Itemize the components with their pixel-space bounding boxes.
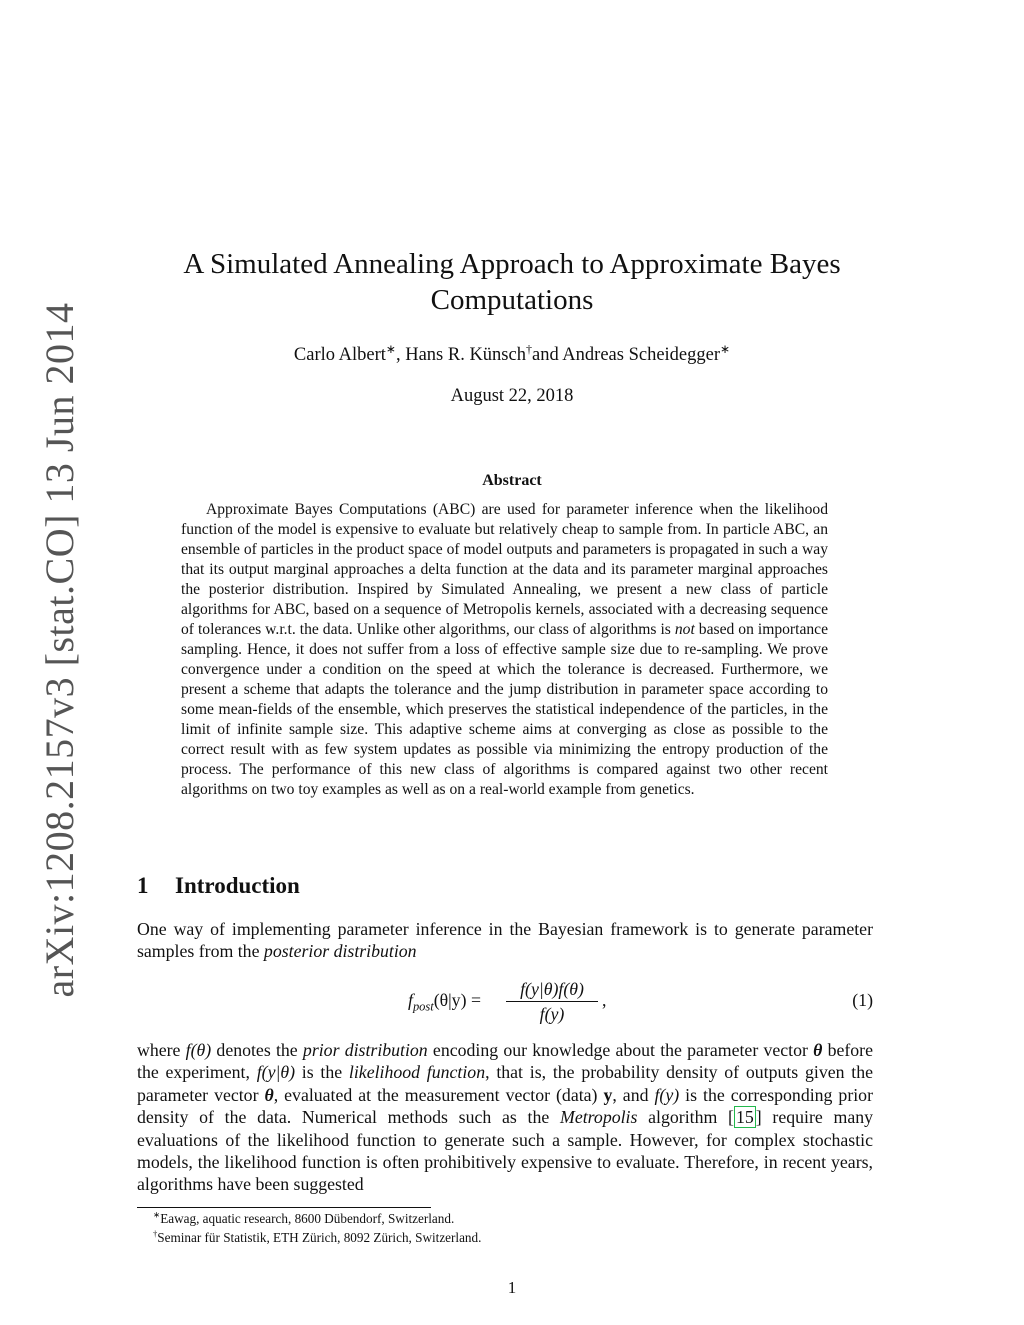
intro-paragraph-2: where f(θ) denotes the prior distribution encoding our knowledge about the parameter vector θ before the experiment, f(y|θ) is the likelihood function, that is, the probability density of outputs given the parameter vector θ, evaluated at the measurement vector (data) y, and f(y) is the corresponding prior density of the data. Numerical methods such as the Metropolis algorithm [ 15 ] require many evaluations of the likelihood function to generate such a sample. However, for complex stochastic models, the likelihood function is often prohibitively expensive to evaluate. Therefore, in recent years, algorithms have been suggested: [137, 1040, 873, 1195]
title-line-1: A Simulated Annealing Approach to Approximate Bayes: [183, 248, 841, 280]
paragraph-text: is the corresponding prior density of the data. Numerical methods such as the: [137, 1084, 873, 1128]
equation-fraction: [506, 978, 598, 1025]
footnote-2: [153, 1229, 481, 1247]
abstract-heading: Abstract: [482, 472, 542, 489]
math-inline: f(y): [654, 1084, 680, 1105]
section-title: Introduction: [175, 873, 300, 898]
affiliation-mark: ∗: [720, 341, 731, 356]
section-number: 1: [137, 873, 149, 898]
paragraph-text: is the: [295, 1062, 349, 1083]
math-inline: f(θ): [185, 1040, 212, 1060]
equation-comma: ,: [602, 990, 607, 1010]
equation-number: (1): [852, 990, 873, 1010]
eq-subscript: post: [412, 999, 434, 1014]
equation-numerator: f(y|θ)f(θ): [520, 979, 584, 999]
paragraph-text: , and: [612, 1084, 655, 1105]
paragraph-text: encoding our knowledge about the parameter vector: [427, 1040, 814, 1060]
equation-denominator: f(y): [539, 1004, 565, 1024]
footnote-mark: ∗: [153, 1209, 161, 1220]
footnote-text: Eawag, aquatic research, 8600 Dübendorf, Switzerland.: [160, 1211, 455, 1226]
author-1: Carlo Albert: [293, 345, 386, 365]
citation-link[interactable]: 15: [735, 1107, 754, 1128]
paper-title: [150, 246, 874, 318]
footnote-1: [153, 1210, 454, 1228]
title-line-2: Computations: [430, 284, 594, 316]
section-heading: [137, 872, 300, 900]
paragraph-text: before the experiment,: [137, 1040, 873, 1083]
abstract-text-2: based on importance sampling. Hence, it does not suffer from a loss of effective sample size due to re-sampling. We prove convergence under a condition on the speed at which the tolerance is decreased. Furthermore, we present a scheme that adapts the tolerance and the jump distribution in parameter space according to some mean-fields of the ensemble, which preserves the statistical independence of the particles, in the limit of infinite sample size. This adaptive scheme aims at converging as close as possible to the correct result with as few system updates as possible via minimizing the entropy production of the process. The performance of this new class of algorithms is compared against two other recent algorithms on two toy examples as well as on a real-world example from genetics.: [181, 621, 829, 798]
abstract-text-1: Approximate Bayes Computations (ABC) are used for parameter inference when the likelihood function of the model is expensive to evaluate but relatively cheap to sample from. In particle ABC, an ensemble of particles in the product space of model outputs and parameters is propagated in such a way that its output marginal approaches a delta function at the data and its parameter marginal approaches the posterior distribution. Inspired by Simulated Annealing, we present a new class of particle algorithms for ABC, based on a sequence of Metropolis kernels, associated with a decreasing sequence of tolerances w.r.t. the data. Unlike other algorithms, our class of algorithms is: [181, 501, 828, 638]
footnote-rule: [137, 1207, 431, 1208]
arxiv-side-stamp: arXiv:1208.2157v3 [stat.CO] 13 Jun 2014: [37, 302, 82, 998]
paragraph-text: , that is, the probability density of outputs given the parameter vector: [137, 1062, 873, 1105]
math-inline: θ: [264, 1084, 274, 1105]
emphasis-text: posterior distribution: [263, 941, 417, 962]
emphasis-text: Metropolis: [560, 1107, 638, 1128]
paragraph-text: algorithm: [637, 1107, 729, 1128]
equation-lhs: [408, 990, 481, 1014]
paragraph-text: where: [137, 1040, 186, 1060]
math-inline: f(y|θ): [256, 1062, 296, 1083]
emphasis-text: likelihood function: [348, 1062, 486, 1083]
abstract-emphasis: not: [674, 621, 695, 638]
math-inline: y: [603, 1084, 613, 1105]
eq-f: f: [408, 990, 413, 1010]
footnote-mark: †: [153, 1228, 158, 1239]
author-2: Hans R. Künsch: [405, 345, 526, 365]
paragraph-text: denotes the: [211, 1040, 303, 1060]
footnote-text: Seminar für Statistik, ETH Zürich, 8092 Zürich, Switzerland.: [157, 1230, 482, 1245]
eq-args: (θ|y) =: [433, 990, 481, 1010]
fraction-bar: [506, 1001, 598, 1002]
affiliation-mark: †: [525, 341, 532, 356]
intro-paragraph-1: [137, 918, 873, 963]
emphasis-text: prior distribution: [302, 1040, 428, 1060]
affiliation-mark: ∗: [385, 341, 396, 356]
paper-date: August 22, 2018: [450, 386, 574, 406]
paragraph-text: One way of implementing parameter inference in the Bayesian framework is to generate parameter samples from the: [137, 919, 873, 962]
author-3: and Andreas Scheidegger: [531, 345, 721, 365]
page-number: 1: [507, 1278, 517, 1297]
paragraph-text: require many evaluations of the likelihood function to generate such a sample. However, for complex stochastic models, the likelihood function is often prohibitively expensive to evaluate. Therefore, in recent years, algorithms have been suggested: [137, 1107, 873, 1195]
abstract-body: [181, 500, 828, 800]
paragraph-text: , evaluated at the measurement vector (data): [273, 1084, 604, 1105]
author-list: Carlo Albert∗, Hans R. Künsch†and Andreas Scheidegger∗: [293, 341, 731, 365]
equation-1: [137, 978, 873, 1026]
math-inline: θ: [813, 1040, 823, 1060]
